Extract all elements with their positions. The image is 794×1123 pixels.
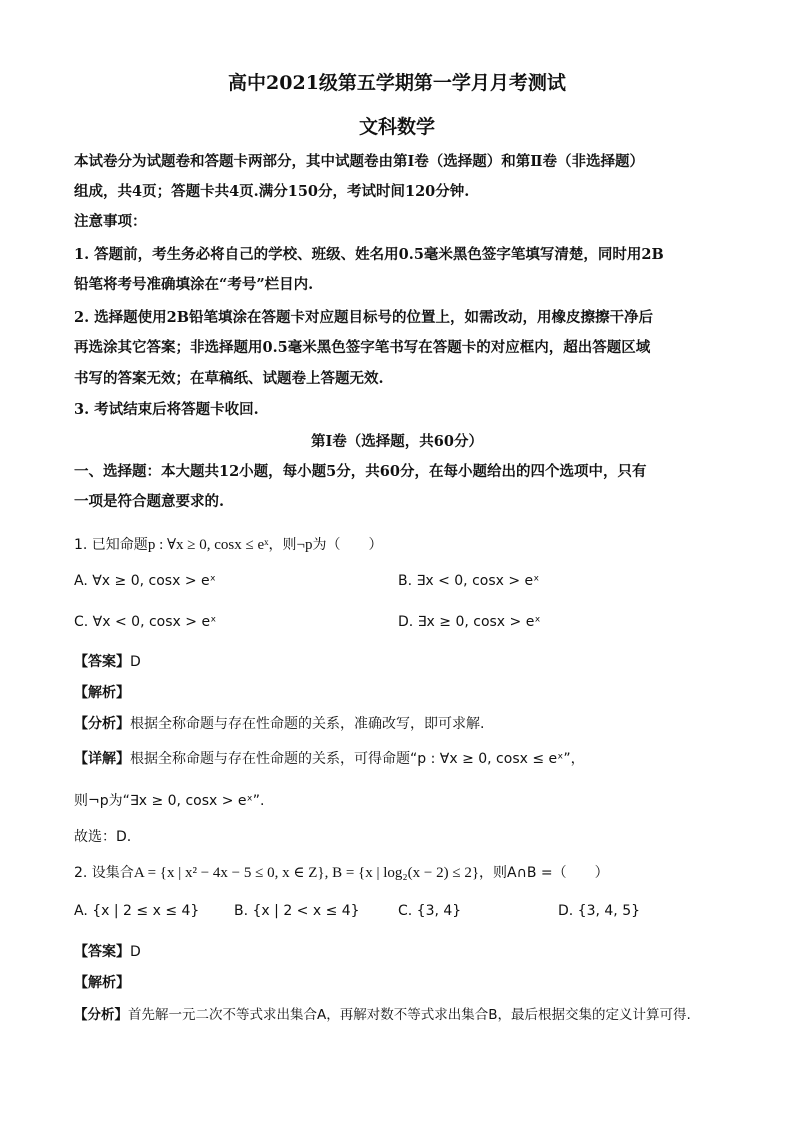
q1-detail-line-1: 根据全称命题与存在性命题的关系，可得命题“p : ∀x ≥ 0, cosx ≤ eˣ”，	[130, 751, 585, 767]
q1-stem	[74, 534, 382, 554]
notice-2-line-2: 再选涂其它答案；非选择题用0.5毫米黑色签字笔书写在答题卡的对应框内，超出答题区域	[74, 339, 651, 356]
q2-option-d: D. {3, 4, 5}	[558, 903, 641, 919]
q2-option-c: C. {3, 4}	[398, 903, 462, 919]
q1-option-a: A. ∀x ≥ 0, cosx > eˣ	[74, 573, 216, 589]
q1-detail-tag: 【详解】	[74, 751, 130, 767]
q1-stem-math: p : ∀x ≥ 0, cosx ≤ eˣ	[147, 537, 269, 553]
section-desc-line-1: 一、选择题：本大题共12小题，每小题5分，共60分，在每小题给出的四个选项中，只有	[74, 463, 647, 480]
q1-stem-pre: 1. 已知命题	[74, 537, 148, 553]
q1-option-d: D. ∃x ≥ 0, cosx > eˣ	[398, 614, 541, 630]
notice-title: 注意事项：	[74, 213, 147, 230]
q1-detail	[74, 748, 585, 768]
intro-line-1: 本试卷分为试题卷和答题卡两部分，其中试题卷由第Ⅰ卷（选择题）和第Ⅱ卷（非选择题）	[74, 153, 644, 170]
q1-answer-value: D	[130, 654, 141, 670]
q2-stem-math: A = {x | x² − 4x − 5 ≤ 0, x ∈ Z}, B = {x | log₂(x − 2) ≤ 2}	[133, 865, 480, 881]
q1-fenxi-tag: 【分析】	[74, 716, 130, 732]
q1-stem-mid: ，则	[268, 537, 297, 553]
intro-line-2: 组成，共4页；答题卡共4页.满分150分，考试时间120分钟.	[74, 183, 470, 200]
notice-2-line-3: 书写的答案无效；在草稿纸、试题卷上答题无效.	[74, 370, 384, 387]
q2-answer-tag: 【答案】	[74, 944, 130, 960]
section-title: 第Ⅰ卷（选择题，共60分）	[311, 433, 483, 450]
q1-choose: 故选：D.	[74, 829, 132, 845]
q1-analysis-tag	[74, 682, 130, 702]
q2-option-a: A. {x | 2 ≤ x ≤ 4}	[74, 903, 200, 919]
q2-fenxi	[74, 1003, 691, 1023]
q1-fenxi	[74, 713, 484, 733]
exam-title: 高中2021级第五学期第一学月月考测试	[228, 72, 566, 94]
q2-stem-post: ，则A∩B =（ ）	[479, 865, 609, 881]
notice-2-line-1: 2. 选择题使用2B铅笔填涂在答题卡对应题目标号的位置上，如需改动，用橡皮擦擦干净后	[74, 309, 654, 326]
q2-answer	[74, 941, 141, 961]
q1-fenxi-text: 根据全称命题与存在性命题的关系，准确改写，即可求解.	[130, 716, 485, 732]
q1-option-b: B. ∃x < 0, cosx > eˣ	[398, 573, 540, 589]
q1-analysis-label: 【解析】	[74, 685, 130, 701]
notice-1-line-1: 1. 答题前，考生务必将自己的学校、班级、姓名用0.5毫米黑色签字笔填写清楚，同时用2B	[74, 246, 664, 263]
q1-answer	[74, 651, 141, 671]
q1-stem-math2: ¬p	[296, 537, 313, 553]
q2-stem-pre: 2. 设集合	[74, 865, 134, 881]
q1-detail-line-2: 则¬p为“∃x ≥ 0, cosx > eˣ”.	[74, 793, 265, 809]
q2-analysis-label: 【解析】	[74, 975, 130, 991]
q2-option-b: B. {x | 2 < x ≤ 4}	[234, 903, 360, 919]
notice-1-line-2: 铅笔将考号准确填涂在“考号”栏目内.	[74, 276, 314, 293]
q1-option-c: C. ∀x < 0, cosx > eˣ	[74, 614, 217, 630]
q1-stem-post: 为（ ）	[312, 537, 383, 553]
q2-analysis-tag	[74, 972, 130, 992]
q2-fenxi-text: 首先解一元二次不等式求出集合A，再解对数不等式求出集合B，最后根据交集的定义计算可得.	[128, 1007, 691, 1023]
exam-subject: 文科数学	[358, 116, 435, 138]
q2-answer-value: D	[130, 944, 141, 960]
q1-answer-tag: 【答案】	[74, 654, 130, 670]
q2-stem	[74, 862, 609, 882]
notice-3: 3. 考试结束后将答题卡收回.	[74, 401, 259, 418]
q2-fenxi-tag: 【分析】	[74, 1007, 128, 1023]
section-desc-line-2: 一项是符合题意要求的.	[74, 493, 225, 510]
